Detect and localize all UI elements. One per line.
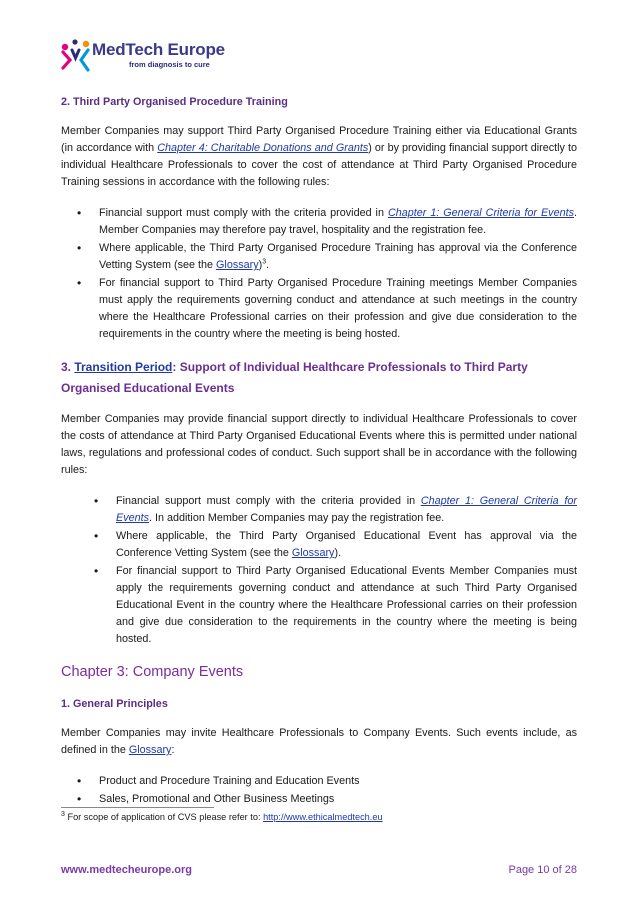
chapter-1-link[interactable]: Chapter 1: General Criteria for Events — [116, 495, 577, 524]
list-item: • For financial support to Third Party Organised Educational Events Member Companies must apply the requirements governing conduct and attendance at such Third Party Organised Educational Event in the country where the Healthcare Professional carries on their profession and give due consideration to the requirements in the country where the meeting is being hosted. — [61, 563, 577, 648]
logo-mark-icon — [60, 38, 92, 72]
glossary-link[interactable]: Glossary — [128, 744, 172, 756]
footnote: $^3$ For scope of application of CVS please refer to: http://www.ethicalmedtech.eu — [61, 810, 383, 822]
footnote-separator — [61, 807, 214, 808]
list-item: • Sales, Promotional and Other Business Meetings — [61, 791, 577, 808]
main-content — [61, 94, 577, 822]
chapter-1-link[interactable]: Chapter 1: General Criteria for Events — [387, 207, 574, 219]
ethicalmedtech-link[interactable]: http://www.ethicalmedtech.eu — [263, 812, 383, 822]
list-item: • For financial support to Third Party Organised Procedure Training meetings Member Companies must apply the requirements governing conduct and attendance at such meetings in the country where the Healthcare Professional carries on their profession and give due consideration to the requirements in the country where the meeting is being hosted. — [61, 275, 577, 343]
section-3-rules-list — [61, 493, 577, 648]
list-item: • Where applicable, the Third Party Organised Procedure Training has approval via the Conference Vetting System (see the Glossary)$^3$. — [61, 240, 577, 274]
glossary-link[interactable]: Glossary — [216, 259, 259, 271]
list-item: • Product and Procedure Training and Education Events — [61, 773, 577, 790]
general-principles-heading: 1. General Principles — [61, 698, 168, 710]
section-3-heading: 3. Transition Period: Support of Individual Healthcare Professionals to Third Party Organised Educational Events — [61, 360, 528, 395]
list-item: • Financial support must comply with the criteria provided in Chapter 1: General Criteria for Events. In addition Member Companies may pay the registration fee. — [61, 493, 577, 527]
footer-website[interactable]: www.medtecheurope.org — [61, 864, 193, 876]
medtech-europe-logo — [60, 38, 260, 72]
list-item: • Where applicable, the Third Party Organised Educational Event has approval via the Conference Vetting System (see the Glossary). — [61, 528, 577, 562]
company-events-list — [61, 773, 577, 808]
logo-name: MedTech Europe — [92, 40, 225, 59]
glossary-link[interactable]: Glossary — [291, 547, 335, 559]
section-2-heading: 2. Third Party Organised Procedure Training — [61, 96, 288, 108]
list-item: • Financial support must comply with the criteria provided in Chapter 1: General Criteria for Events. Member Companies may therefore pay travel, hospitality and the registration fee. — [61, 205, 577, 239]
section-2-rules-list — [61, 205, 577, 343]
chapter-3-title: Chapter 3: Company Events — [61, 664, 244, 680]
general-principles-paragraph: Member Companies may invite Healthcare Professionals to Company Events. Such events include, as defined in the Glossary: — [61, 727, 577, 756]
page-number: Page 10 of 28 — [508, 864, 577, 876]
section-2-paragraph: Member Companies may support Third Party Organised Procedure Training either via Educational Grants (in accordance with Chapter 4: Charitable Donations and Grants) or by providing financial support directly to individual Healthcare Professionals to cover the cost of attendance at Third Party Organised Procedure Training sessions in accordance with the following rules: — [61, 125, 577, 188]
logo-tagline: from diagnosis to cure — [129, 60, 210, 69]
chapter-4-link[interactable]: Chapter 4: Charitable Donations and Grants — [157, 142, 369, 154]
section-3-paragraph: Member Companies may provide financial support directly to individual Healthcare Professionals to cover the costs of attendance at Third Party Organised Educational Events where this is permitted under national laws, regulations and professional codes of conduct. Such support shall be in accordance with the following rules: — [61, 413, 577, 476]
transition-period-link[interactable]: Transition Period — [74, 360, 173, 374]
footnote-ref[interactable]: 3 — [262, 258, 267, 266]
